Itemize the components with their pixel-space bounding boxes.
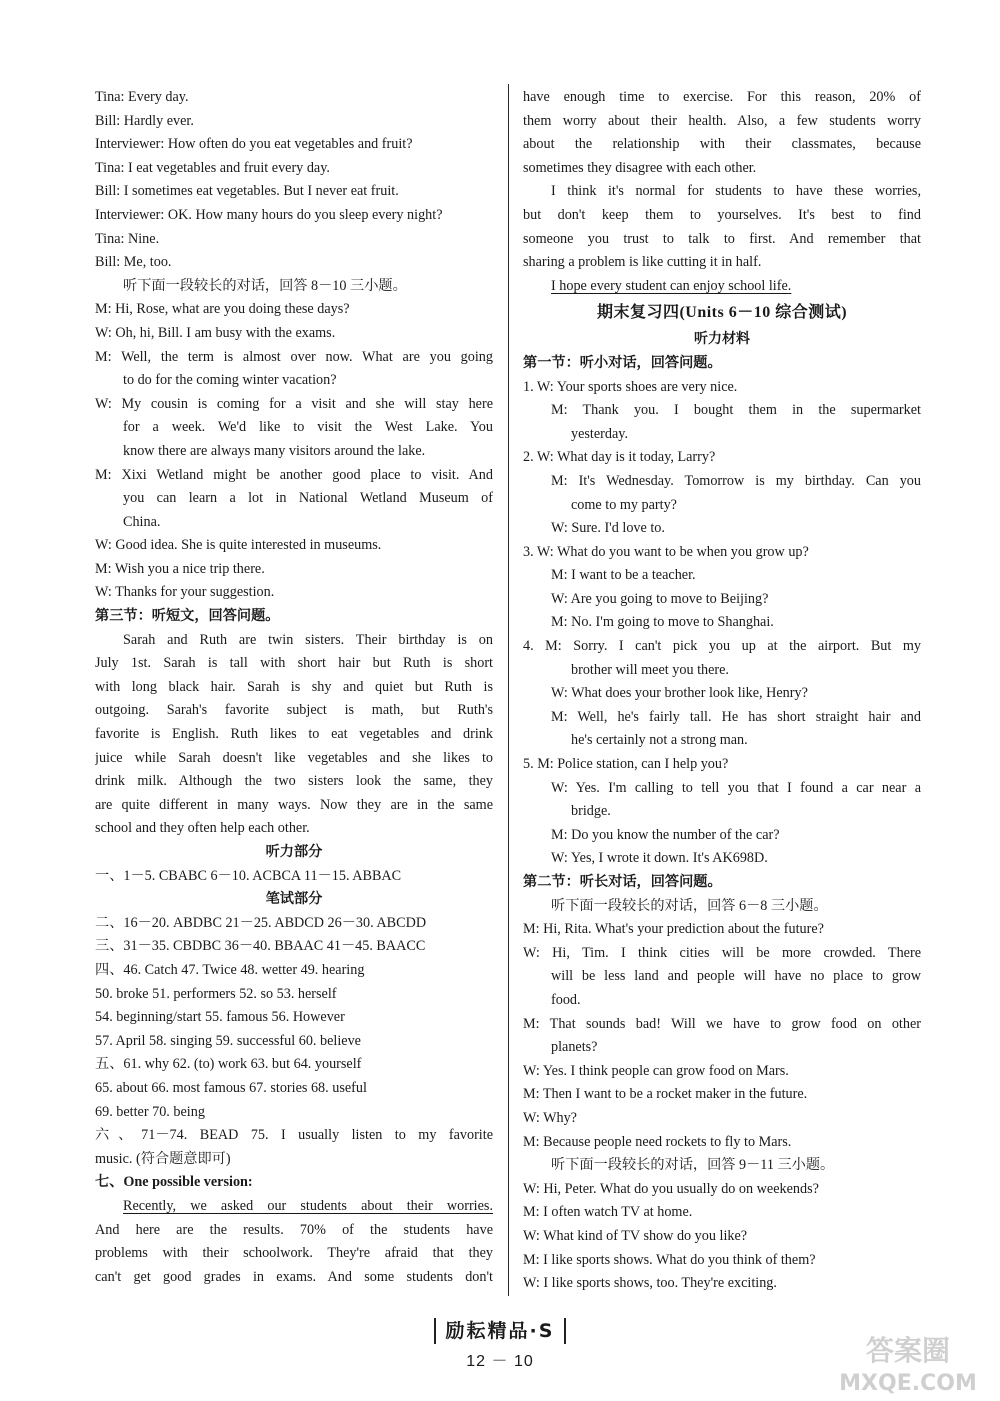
text-line: 笔试部分 — [265, 891, 323, 908]
text-line: for a week. We'd like to visit the West Lake. You — [123, 419, 493, 436]
text-line: outgoing. Sarah's favorite subject is math, but Ruth's — [95, 702, 493, 719]
text-line: And here are the results. 70% of the students have — [95, 1221, 493, 1238]
text-line: 五、61. why 62. (to) work 63. but 64. yourself — [95, 1056, 362, 1073]
text-line: 2. W: What day is it today, Larry? — [523, 449, 716, 466]
text-line: M: It's Wednesday. Tomorrow is my birthday. Can you — [551, 472, 921, 489]
text-line: yesterday. — [571, 425, 628, 442]
text-line: 听下面一段较长的对话，回答 9－11 三小题。 — [551, 1157, 835, 1174]
text-line: 听下面一段较长的对话，回答 8－10 三小题。 — [123, 277, 407, 294]
text-line: I think it's normal for students to have these worries, — [551, 183, 921, 200]
text-line: know there are always many visitors around the lake. — [123, 442, 426, 459]
text-line: someone you trust to talk to first. And remember that — [523, 230, 921, 247]
text-line: 二、16－20. ABDBC 21－25. ABDCD 26－30. ABCDD — [95, 914, 427, 931]
text-line: I hope every student can enjoy school life. — [551, 277, 792, 294]
text-line: will be less land and people will have no place to grow — [551, 968, 921, 985]
text-line: W: What kind of TV show do you like? — [523, 1227, 748, 1244]
text-line: W: Are you going to move to Beijing? — [551, 590, 769, 607]
text-line: W: Good idea. She is quite interested in museums. — [95, 537, 382, 554]
text-line: Interviewer: How often do you eat vegetables and fruit? — [95, 136, 413, 153]
watermark-bottom: MXQE.COM — [839, 1371, 977, 1396]
text-line: M: Do you know the number of the car? — [551, 826, 780, 843]
watermark-top: 答案圈 — [865, 1334, 951, 1367]
text-line: brother will meet you there. — [571, 661, 729, 678]
text-line: he's certainly not a strong man. — [571, 732, 748, 749]
text-line: Sarah and Ruth are twin sisters. Their birthday is on — [123, 631, 493, 648]
text-line: Tina: Every day. — [95, 89, 189, 105]
text-line: 50. broke 51. performers 52. so 53. herself — [95, 985, 337, 1002]
text-line: W: Why? — [523, 1109, 577, 1126]
text-line: W: Oh, hi, Bill. I am busy with the exams. — [95, 324, 336, 341]
text-line: 听下面一段较长的对话，回答 6－8 三小题。 — [551, 897, 828, 914]
text-line: are quite different in many ways. Now they are in the same — [95, 796, 493, 813]
text-line: 第二节：听长对话，回答问题。 — [523, 874, 722, 890]
text-line: M: Wish you a nice trip there. — [95, 560, 265, 577]
text-line: you can learn a lot in National Wetland Museum of — [123, 490, 493, 507]
text-line: M: Well, he's fairly tall. He has short straight hair and — [551, 708, 921, 725]
text-line: M: I want to be a teacher. — [551, 567, 696, 584]
text-line: 5. M: Police station, can I help you? — [523, 756, 729, 773]
text-line: W: Hi, Tim. I think cities will be more crowded. There — [523, 944, 921, 961]
text-line: July 1st. Sarah is tall with short hair but Ruth is short — [95, 655, 493, 672]
text-line: M: No. I'm going to move to Shanghai. — [551, 614, 774, 631]
text-line: have enough time to exercise. For this reason, 20% of — [523, 89, 921, 105]
brand-logo: 励耘精品·S — [434, 1318, 567, 1344]
text-line: to do for the coming winter vacation? — [123, 372, 337, 389]
text-line: Bill: Hardly ever. — [95, 112, 194, 129]
text-line: M: I often watch TV at home. — [523, 1204, 693, 1221]
text-line: M: Then I want to be a rocket maker in the future. — [523, 1086, 808, 1103]
text-line: about the relationship with their classmates, because — [523, 136, 921, 153]
text-line: favorite is English. Ruth likes to eat vegetables and drink — [95, 726, 493, 743]
text-line: 54. beginning/start 55. famous 56. However — [95, 1009, 345, 1026]
text-line: W: I like sports shows, too. They're exciting. — [523, 1275, 777, 1292]
left-column — [95, 86, 493, 1289]
text-line: sharing a problem is like cutting it in half. — [523, 254, 762, 271]
text-line: 听力材料 — [694, 332, 750, 348]
text-line: planets? — [551, 1039, 598, 1056]
text-line: them worry about their health. Also, a few students worry — [523, 112, 921, 129]
text-line: W: Yes. I'm calling to tell you that I found a car near a — [551, 779, 921, 796]
text-line: problems with their schoolwork. They're afraid that they — [95, 1245, 493, 1262]
text-line: M: Thank you. I bought them in the supermarket — [551, 402, 921, 419]
text-line: 3. W: What do you want to be when you grow up? — [523, 543, 809, 560]
text-line: Bill: Me, too. — [95, 254, 172, 271]
text-line: can't get good grades in exams. And some students don't — [95, 1268, 493, 1285]
column-divider — [508, 84, 509, 1296]
text-line: W: Hi, Peter. What do you usually do on weekends? — [523, 1180, 819, 1197]
text-line: 七、One possible version: — [95, 1174, 253, 1191]
text-line: school and they often help each other. — [95, 820, 310, 837]
text-line: M: Well, the term is almost over now. What are you going — [95, 348, 493, 365]
text-line: 69. better 70. being — [95, 1103, 205, 1120]
text-line: 1. W: Your sports shoes are very nice. — [523, 378, 738, 395]
text-line: 听力部分 — [265, 844, 323, 860]
text-line: Tina: I eat vegetables and fruit every day. — [95, 159, 330, 176]
text-line: W: Sure. I'd love to. — [551, 520, 665, 537]
text-line: bridge. — [571, 803, 611, 820]
watermark-logo — [828, 1330, 988, 1396]
text-line: food. — [551, 991, 581, 1008]
text-line: 四、46. Catch 47. Twice 48. wetter 49. hearing — [95, 961, 365, 978]
text-line: music. (符合题意即可) — [95, 1150, 231, 1167]
text-line: M: Hi, Rita. What's your prediction about the future? — [523, 921, 824, 938]
text-line: sometimes they disagree with each other. — [523, 159, 757, 176]
text-line: 65. about 66. most famous 67. stories 68. useful — [95, 1079, 367, 1096]
text-line: 第三节：听短文，回答问题。 — [95, 608, 280, 625]
page-number: 12 － 10 — [466, 1353, 534, 1370]
text-line: M: I like sports shows. What do you think of them? — [523, 1251, 816, 1268]
text-line: M: Because people need rockets to fly to Mars. — [523, 1133, 792, 1150]
text-line: 第一节：听小对话，回答问题。 — [523, 354, 722, 371]
text-line: Recently, we asked our students about their worries. — [123, 1197, 493, 1214]
text-line: M: That sounds bad! Will we have to grow food on other — [523, 1015, 921, 1032]
text-line: W: Yes, I wrote it down. It's AK698D. — [551, 850, 768, 867]
text-line: W: Yes. I think people can grow food on Mars. — [523, 1062, 789, 1079]
text-line: juice while Sarah doesn't like vegetables and she likes to — [95, 749, 493, 766]
text-line: 4. M: Sorry. I can't pick you up at the airport. But my — [523, 638, 921, 655]
text-line: W: Thanks for your suggestion. — [95, 584, 275, 601]
text-line: with long black hair. Sarah is shy and quiet but Ruth is — [95, 678, 493, 695]
text-line: come to my party? — [571, 496, 677, 513]
text-line: W: What does your brother look like, Henry? — [551, 685, 808, 702]
text-line: Tina: Nine. — [95, 230, 160, 247]
text-line: 期末复习四(Units 6－10 综合测试) — [596, 304, 848, 322]
text-line: M: Xixi Wetland might be another good place to visit. And — [95, 466, 493, 483]
text-line: W: My cousin is coming for a visit and she will stay here — [95, 395, 493, 412]
text-line: M: Hi, Rose, what are you doing these days? — [95, 301, 350, 318]
text-line: Interviewer: OK. How many hours do you sleep every night? — [95, 206, 443, 223]
text-line: 一、1－5. CBABC 6－10. ACBCA 11－15. ABBAC — [95, 867, 402, 884]
text-line: 三、31－35. CBDBC 36－40. BBAAC 41－45. BAACC — [95, 938, 426, 955]
text-line: 六、71－74. BEAD 75. I usually listen to my favorite — [95, 1127, 493, 1144]
text-line: Bill: I sometimes eat vegetables. But I never eat fruit. — [95, 183, 399, 200]
text-line: China. — [123, 513, 161, 530]
text-line: drink milk. Although the two sisters look the same, they — [95, 773, 493, 790]
text-line: 57. April 58. singing 59. successful 60. believe — [95, 1032, 361, 1049]
text-line: but don't keep them to yourselves. It's best to find — [523, 206, 921, 223]
right-column — [523, 86, 921, 1296]
